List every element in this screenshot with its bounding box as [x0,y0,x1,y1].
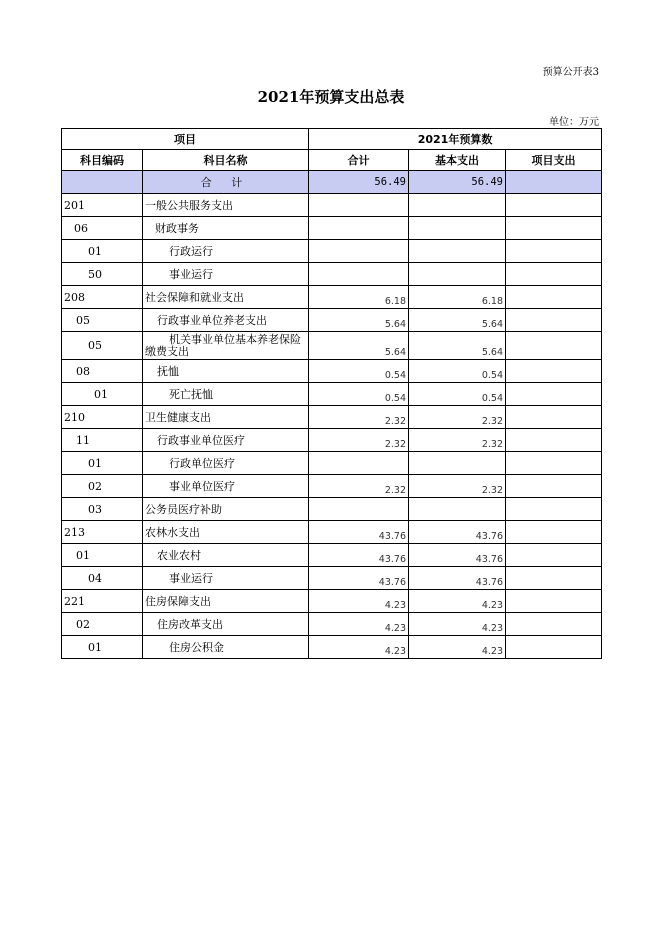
header-code: 科目编码 [62,150,143,171]
name-cell: 行政事业单位养老支出 [143,309,309,332]
total-cell: 5.64 [309,309,409,332]
project-cell [506,406,602,429]
code-cell: 210 [62,406,143,429]
total-cell: 0.54 [309,360,409,383]
total-cell [309,217,409,240]
name-cell: 死亡抚恤 [143,383,309,406]
name-cell: 一般公共服务支出 [143,194,309,217]
project-cell [506,498,602,521]
project-cell [506,332,602,360]
code-cell: 01 [62,383,143,406]
basic-cell: 2.32 [409,406,506,429]
table-row [62,452,602,475]
basic-cell: 6.18 [409,286,506,309]
code-cell: 02 [62,613,143,636]
project-cell [506,217,602,240]
project-cell [506,590,602,613]
basic-cell [409,263,506,286]
project-cell [506,194,602,217]
header-project: 项目 [62,129,309,150]
project-cell [506,613,602,636]
basic-cell: 4.23 [409,613,506,636]
code-cell: 208 [62,286,143,309]
total-cell: 4.23 [309,590,409,613]
total-code-cell [62,171,143,194]
total-cell: 0.54 [309,383,409,406]
total-label: 合 计 [143,171,309,194]
total-cell [309,263,409,286]
code-cell: 05 [62,332,143,360]
name-cell: 公务员医疗补助 [143,498,309,521]
project-cell [506,286,602,309]
name-cell: 行政事业单位医疗 [143,429,309,452]
header-project-expense: 项目支出 [506,150,602,171]
total-cell: 4.23 [309,613,409,636]
header-row-1 [62,129,602,150]
header-name: 科目名称 [143,150,309,171]
name-cell: 行政运行 [143,240,309,263]
basic-cell [409,217,506,240]
total-cell: 2.32 [309,429,409,452]
code-cell: 201 [62,194,143,217]
code-cell: 04 [62,567,143,590]
basic-cell: 2.32 [409,429,506,452]
code-cell: 01 [62,636,143,659]
table-reference: 预算公开表3 [542,67,599,78]
table-row [62,636,602,659]
total-row [62,171,602,194]
total-cell: 2.32 [309,406,409,429]
table-row [62,544,602,567]
project-cell [506,429,602,452]
code-cell: 01 [62,544,143,567]
total-cell [309,452,409,475]
table-row [62,567,602,590]
name-cell: 机关事业单位基本养老保险缴费支出 [143,332,309,360]
table-row [62,613,602,636]
total-cell: 6.18 [309,286,409,309]
project-cell [506,309,602,332]
total-cell: 43.76 [309,544,409,567]
header-basic: 基本支出 [409,150,506,171]
basic-cell: 43.76 [409,544,506,567]
code-cell: 02 [62,475,143,498]
code-cell: 06 [62,217,143,240]
basic-cell [409,194,506,217]
table-row [62,498,602,521]
basic-cell [409,498,506,521]
name-cell: 事业运行 [143,567,309,590]
name-cell: 财政事务 [143,217,309,240]
total-cell [309,498,409,521]
header-row-2 [62,150,602,171]
name-cell: 农林水支出 [143,521,309,544]
basic-cell: 43.76 [409,521,506,544]
table-row [62,194,602,217]
name-cell: 抚恤 [143,360,309,383]
basic-cell: 0.54 [409,360,506,383]
name-cell: 住房改革支出 [143,613,309,636]
name-cell: 卫生健康支出 [143,406,309,429]
basic-cell: 5.64 [409,332,506,360]
total-total: 56.49 [309,171,409,194]
table-row [62,406,602,429]
header-budget: 2021年预算数 [309,129,602,150]
code-cell: 05 [62,309,143,332]
table-row [62,263,602,286]
basic-cell: 5.64 [409,309,506,332]
basic-cell: 4.23 [409,636,506,659]
project-cell [506,544,602,567]
total-cell: 43.76 [309,521,409,544]
code-cell: 03 [62,498,143,521]
name-cell: 行政单位医疗 [143,452,309,475]
name-cell: 事业运行 [143,263,309,286]
basic-cell: 43.76 [409,567,506,590]
code-cell: 50 [62,263,143,286]
name-cell: 农业农村 [143,544,309,567]
total-cell: 4.23 [309,636,409,659]
header-total: 合计 [309,150,409,171]
code-cell: 213 [62,521,143,544]
table-row [62,590,602,613]
code-cell: 01 [62,240,143,263]
project-cell [506,521,602,544]
total-cell: 5.64 [309,332,409,360]
table-row [62,521,602,544]
name-cell: 社会保障和就业支出 [143,286,309,309]
total-cell [309,240,409,263]
project-cell [506,263,602,286]
table-row [62,360,602,383]
code-cell: 08 [62,360,143,383]
basic-cell: 4.23 [409,590,506,613]
total-basic: 56.49 [409,171,506,194]
project-cell [506,452,602,475]
project-cell [506,475,602,498]
code-cell: 11 [62,429,143,452]
basic-cell [409,240,506,263]
project-cell [506,383,602,406]
basic-cell: 2.32 [409,475,506,498]
basic-cell [409,452,506,475]
table-row [62,429,602,452]
name-cell: 住房保障支出 [143,590,309,613]
code-cell: 221 [62,590,143,613]
table-row [62,217,602,240]
project-cell [506,567,602,590]
code-cell: 01 [62,452,143,475]
project-cell [506,240,602,263]
table-row [62,475,602,498]
project-cell [506,636,602,659]
total-cell [309,194,409,217]
name-cell: 事业单位医疗 [143,475,309,498]
total-project [506,171,602,194]
project-cell [506,360,602,383]
budget-expenditure-table [61,128,602,659]
unit-label: 单位：万元 [549,117,599,128]
table-row [62,332,602,360]
basic-cell: 0.54 [409,383,506,406]
total-cell: 2.32 [309,475,409,498]
table-row [62,309,602,332]
page-title: 2021年预算支出总表 [257,88,405,106]
table-row [62,240,602,263]
total-cell: 43.76 [309,567,409,590]
name-cell: 住房公积金 [143,636,309,659]
table-row [62,383,602,406]
table-row [62,286,602,309]
